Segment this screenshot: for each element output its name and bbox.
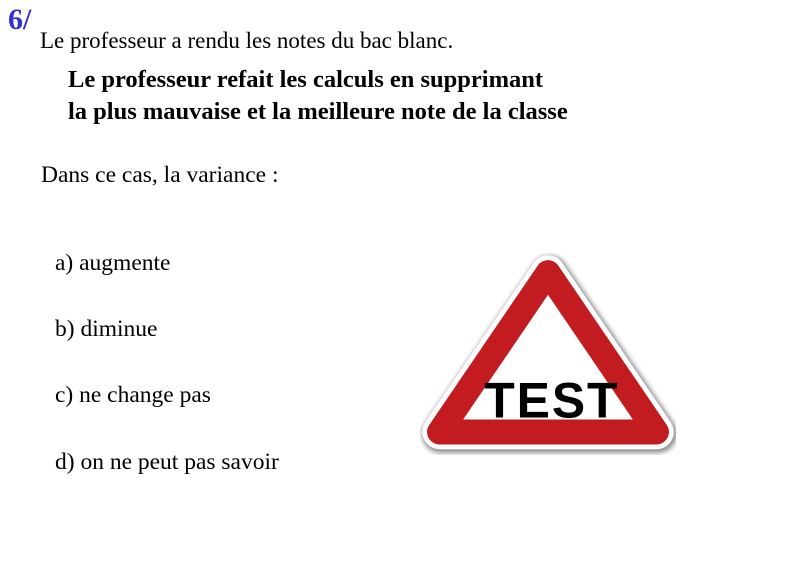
warning-triangle-icon [420,240,676,455]
answer-option-c: c) ne change pas [55,382,211,408]
answer-option-a: a) augmente [55,250,171,276]
test-sign-label: TEST [484,372,620,429]
answer-option-b: b) diminue [55,316,158,342]
question-prompt: Dans ce cas, la variance : [41,162,279,188]
question-statement [68,64,568,128]
question-number: 6/ [8,3,32,36]
statement-line-2: la plus mauvaise et la meilleure note de la classe [68,98,568,125]
test-warning-sign [420,240,676,455]
statement-line-1: Le professeur refait les calculs en supprimant [68,66,544,93]
answer-option-d: d) on ne peut pas savoir [55,449,279,475]
question-intro-text: Le professeur a rendu les notes du bac blanc. [40,28,454,53]
